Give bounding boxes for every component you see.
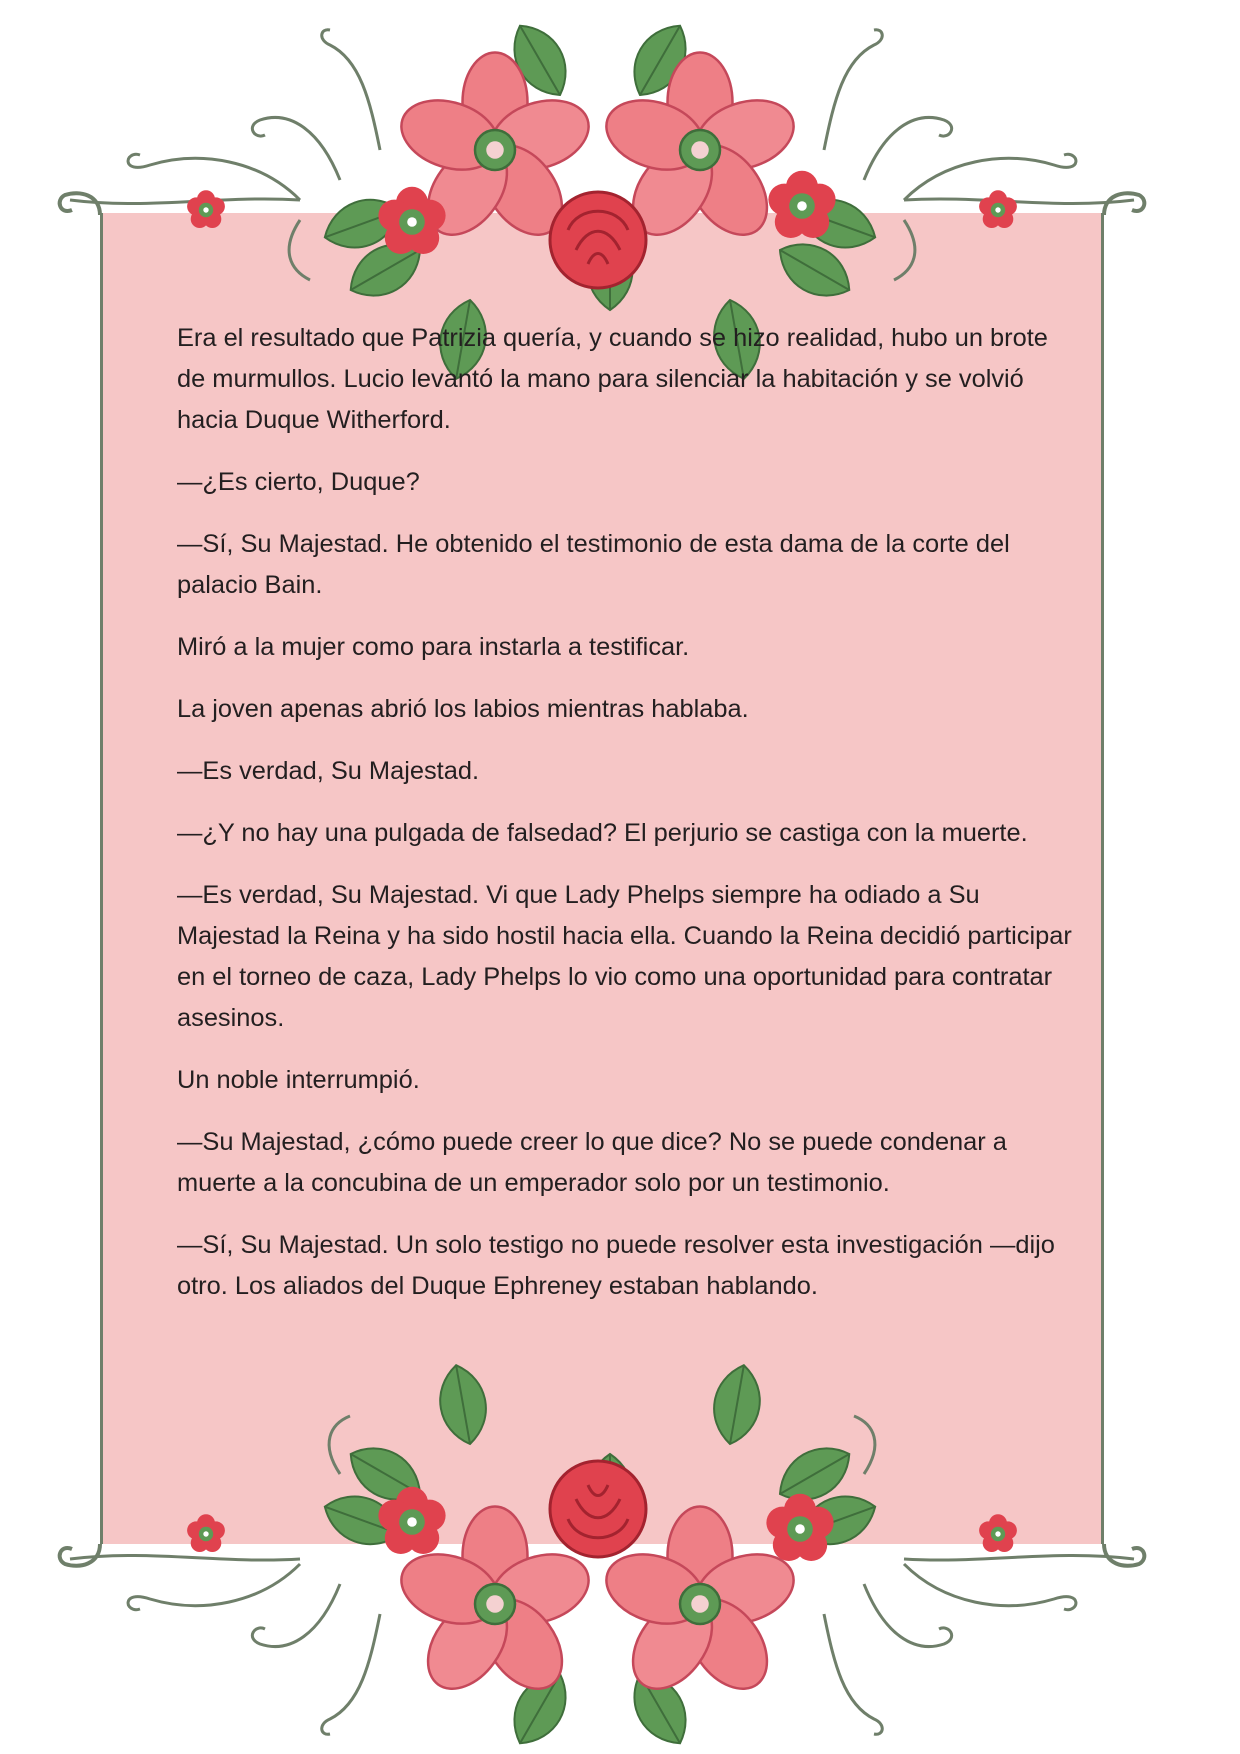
paragraph: Era el resultado que Patrizia quería, y cuando se hizo realidad, hubo un brote de murmullos. Lucio levantó la mano para silenciar la habitación y se volvió hacia Duque Witherford. xyxy=(177,324,1048,434)
flower-cluster-top xyxy=(187,53,1017,289)
story-text xyxy=(177,318,1082,1328)
paragraph: —Sí, Su Majestad. Un solo testigo no puede resolver esta investigación —dijo otro. Los aliados del Duque Ephreney estaban hablando. xyxy=(177,1231,1055,1300)
floral-ornament-top xyxy=(0,0,1240,330)
paragraph: La joven apenas abrió los labios mientras hablaba. xyxy=(177,695,749,723)
paragraph: Un noble interrumpió. xyxy=(177,1066,420,1094)
flower-cluster-bottom xyxy=(187,1461,1017,1704)
paragraph: —Su Majestad, ¿cómo puede creer lo que dice? No se puede condenar a muerte a la concubina de un emperador solo por un testimonio. xyxy=(177,1128,1007,1197)
paragraph: —Sí, Su Majestad. He obtenido el testimonio de esta dama de la corte del palacio Bain. xyxy=(177,530,1010,599)
paragraph: —Es verdad, Su Majestad. xyxy=(177,757,480,785)
paragraph: —¿Y no hay una pulgada de falsedad? El perjurio se castiga con la muerte. xyxy=(177,819,1028,847)
paragraph: —Es verdad, Su Majestad. Vi que Lady Phelps siempre ha odiado a Su Majestad la Reina y ha sido hostil hacia ella. Cuando la Reina decidió participar en el torneo de caza, Lady Phelps lo vio como una oportunidad para contratar asesinos. xyxy=(177,881,1072,1032)
paragraph: Miró a la mujer como para instarla a testificar. xyxy=(177,633,690,661)
floral-ornament-bottom xyxy=(0,1414,1240,1754)
paragraph: —¿Es cierto, Duque? xyxy=(177,468,420,496)
